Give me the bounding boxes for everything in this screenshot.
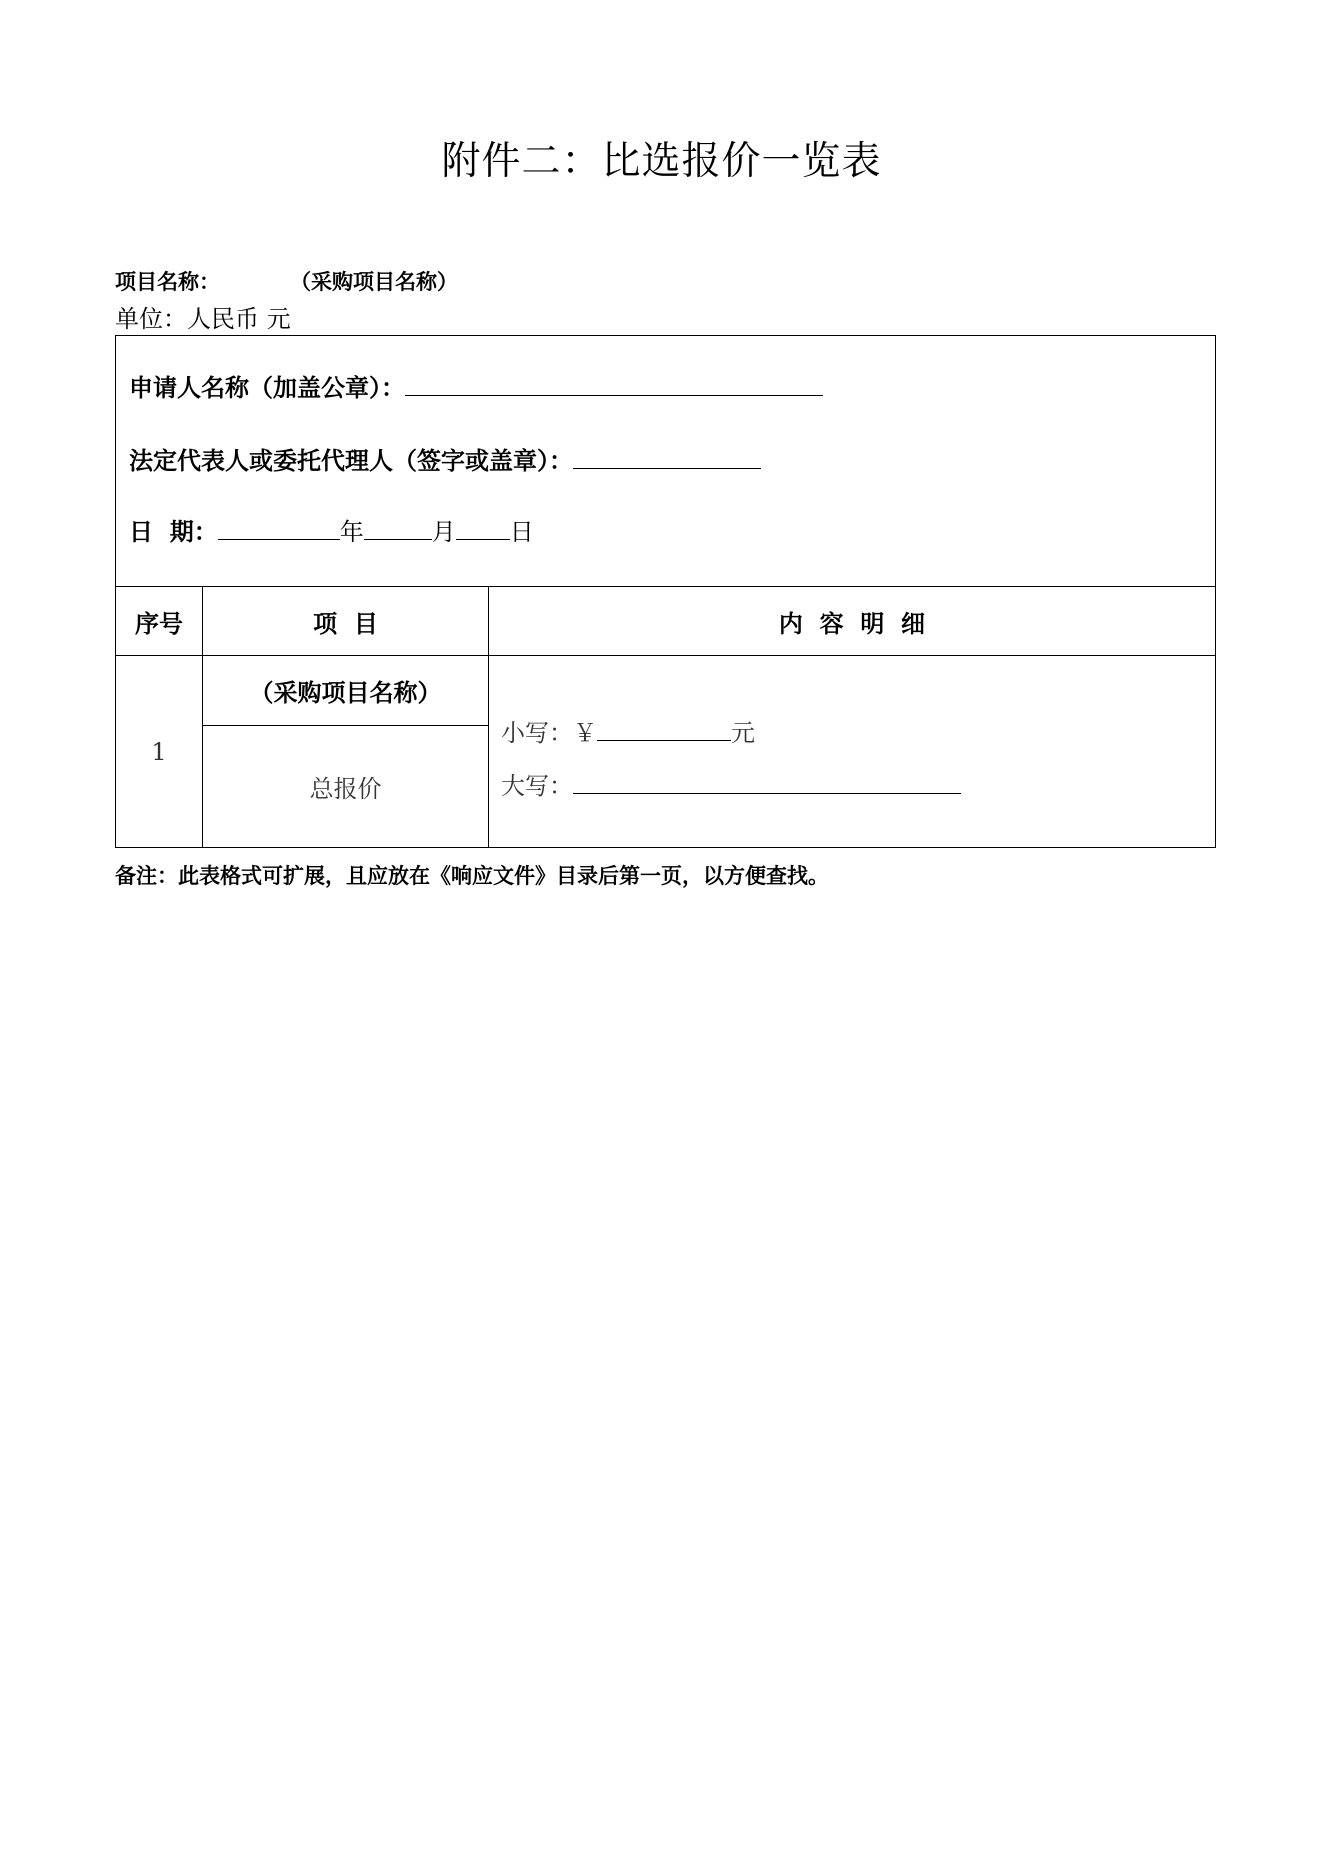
big-amount-line	[501, 769, 961, 802]
currency-unit: 单位：人民币 元	[115, 305, 291, 333]
applicant-label: 申请人名称（加盖公章）：	[129, 373, 405, 402]
day-label: 日	[509, 518, 534, 546]
year-label: 年	[339, 518, 364, 546]
month-field[interactable]	[364, 515, 432, 540]
header-detail: 内 容 明 细	[778, 608, 926, 638]
row-no: 1	[151, 737, 167, 766]
big-amount-field[interactable]	[573, 769, 961, 794]
row-item-name: （采购项目名称）	[249, 678, 442, 707]
footnote: 备注：此表格式可扩展，且应放在《响应文件》目录后第一页，以方便查找。	[115, 863, 829, 888]
small-amount-field[interactable]	[597, 716, 731, 741]
applicant-field[interactable]	[405, 371, 823, 396]
row-item-desc: 总报价	[309, 775, 382, 803]
day-field[interactable]	[456, 515, 510, 540]
project-name-label: 项目名称：	[115, 269, 220, 294]
small-amount-unit: 元	[731, 719, 755, 747]
representative-line	[129, 444, 761, 477]
date-label: 日 期：	[129, 517, 218, 546]
representative-field[interactable]	[573, 444, 761, 469]
date-line	[129, 515, 534, 548]
header-no: 序号	[135, 608, 183, 638]
month-label: 月	[431, 518, 456, 546]
project-name-value: （采购项目名称）	[290, 269, 458, 294]
header-item: 项 目	[313, 608, 378, 638]
quote-table	[115, 335, 1216, 848]
project-name-line	[115, 268, 458, 296]
applicant-line	[129, 371, 823, 404]
big-amount-label: 大写：	[501, 772, 573, 800]
representative-label: 法定代表人或委托代理人（签字或盖章）：	[129, 446, 573, 475]
small-amount-line	[501, 716, 755, 749]
small-amount-label: 小写：￥	[501, 719, 597, 747]
year-field[interactable]	[218, 515, 340, 540]
document-title: 附件二：比选报价一览表	[441, 139, 882, 184]
